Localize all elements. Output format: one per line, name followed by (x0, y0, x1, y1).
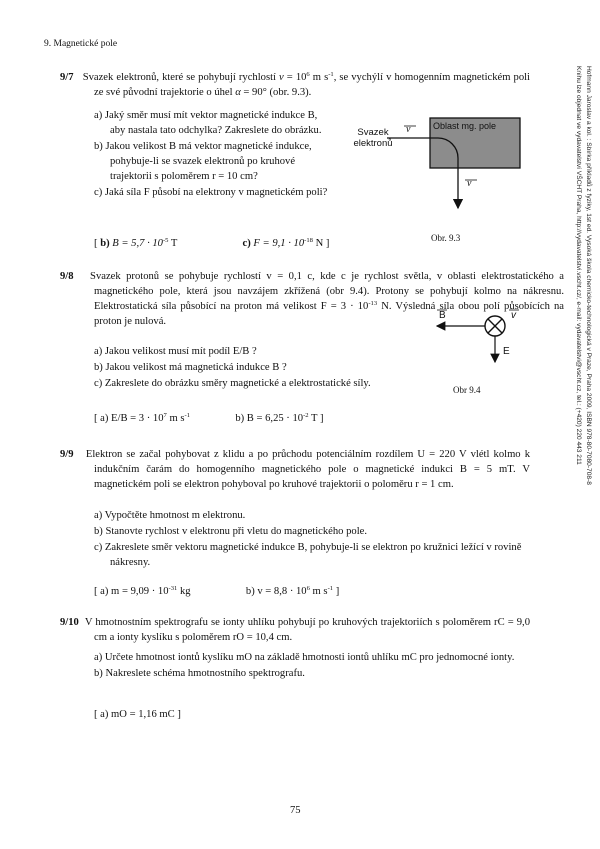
problem-9-10-answer: [ a) mO = 1,16 mC ] (94, 709, 181, 720)
question-c: c) Zakreslete směr vektoru magnetické indukce B, pohybuje-li se elektron po kružnici ležící v rovině nákresny. (94, 542, 522, 569)
question-c: c) Zakreslete do obrázku směry magnetické a elektrostatické síly. (94, 378, 371, 390)
problem-9-7 (60, 70, 530, 100)
unit: N ] (312, 238, 330, 249)
unit-exp: -1 (184, 412, 190, 419)
unit-exp: -1 (328, 71, 334, 78)
problem-number: 9/8 (60, 271, 74, 282)
problem-9-8-questions (94, 344, 424, 392)
side-note-line-1: Hofmann Jaroslav a kol. : Sbírka příkladů z fyziky, 1st ed. Vysoká škola chemicko-technologická v Praze, Praha 2009, ISBN 978-80-7080-708-8 (585, 66, 592, 485)
answer-c: F = 9,1 · 10 (253, 238, 305, 249)
exp: 7 (163, 412, 167, 419)
answer-b: b) B = 6,25 · 10 (235, 413, 304, 424)
problem-9-9-questions (94, 508, 530, 571)
problem-number: 9/10 (60, 617, 79, 628)
answer-b: b) v = 8,8 · 10 (245, 586, 307, 597)
exp: -31 (168, 585, 178, 592)
answer-end: ] (333, 586, 340, 597)
problem-text-2: N. Výsledná síla obou polí působících na proton je nulová. (94, 301, 564, 328)
problem-text-3: = 90° (obr. 9.3). (240, 87, 312, 99)
exp: 6 (306, 71, 310, 78)
label-E: E (503, 346, 510, 357)
symbol-v: v (279, 72, 284, 83)
unit: T (168, 238, 178, 249)
figure-9-3-caption: Obr. 9.3 (431, 233, 461, 243)
field-region-label: Oblast mg. pole (433, 121, 497, 131)
exp: -2 (303, 412, 309, 419)
answer-c-label: c) (242, 238, 251, 249)
problem-9-9 (60, 447, 530, 492)
label-B: B (439, 310, 446, 321)
problem-9-9-answer (94, 584, 339, 599)
velocity-label-1: v (406, 124, 411, 135)
problem-9-8-answer (94, 411, 324, 426)
figure-9-4-caption: Obr 9.4 (453, 385, 481, 395)
velocity-label-2: v (467, 178, 472, 189)
question-a: a) Jaký směr musí mít vektor magnetické indukce B, aby nastala tato odchylka? Zakreslete do obrázku. (94, 110, 322, 137)
question-b: b) Stanovte rychlost v elektronu při vletu do magnetického pole. (94, 526, 368, 538)
question-b: b) Nakreslete schéma hmotnostního spektrografu. (94, 668, 305, 680)
answer-b-label: b) (100, 238, 110, 249)
problem-number: 9/9 (60, 449, 74, 460)
equals: = 10 (283, 72, 307, 83)
chapter-header: 9. Magnetické pole (44, 39, 118, 49)
problem-text: Elektron se začal pohybovat z klidu a po průchodu potenciálním rozdílem U = 220 V vlétl kolmo k indukčním čarám do homogenního magnetického pole o magnetické indukci B = 5 mT. V magnetickém poli se elektron pohyboval po kruhové trajektorii o poloměru r = 1 cm. (85, 449, 530, 491)
question-a: a) Jakou velikost musí mít podíl E/B ? (94, 346, 257, 357)
problem-text: Svazek protonů se pohybuje rychlostí v = 0,1 c, kde c je rychlost světla, v oblasti elektrostatického a magnetického pole, která jsou navzájem zkřížená (obr 9.4). Protony se pohybují kolmo na nákresnu. Elektrostatická síla působící na proton má velikost F = 3 · 10 (90, 271, 564, 313)
unit: m s (309, 586, 328, 597)
question-c: c) Jaká síla F působí na elektrony v magnetickém poli? (94, 187, 328, 199)
question-a: a) Určete hmotnost iontů kyslíku mO na základě hmotnosti iontů uhlíku mC pro jednomocné ionty. (94, 652, 515, 663)
answer-a: [ a) E/B = 3 · 10 (94, 413, 164, 424)
page-number: 75 (290, 805, 301, 816)
unit: m s (166, 413, 185, 424)
unit: kg (177, 586, 191, 597)
unit: m s (309, 72, 329, 83)
exp: -18 (304, 237, 313, 244)
exp: -13 (368, 300, 378, 308)
label-v: v (511, 310, 516, 321)
exp: -5 (162, 237, 169, 244)
symbol-alpha: α (235, 87, 241, 99)
problem-9-10-questions (94, 650, 530, 682)
question-b: b) Jakou velikost má magnetická indukce B ? (94, 362, 287, 374)
problem-text: Svazek elektronů, které se pohybují rychlostí (82, 72, 276, 83)
problem-9-10 (60, 615, 530, 645)
problem-text-2: , se vychýlí v homogenním magnetickém poli ze své původní trajektorie o úhel (94, 72, 530, 99)
problem-9-7-questions (94, 108, 332, 201)
answer-a: [ a) m = 9,09 · 10 (94, 586, 169, 597)
exp: 6 (306, 585, 310, 592)
beam-label: Svazek elektronů (353, 127, 393, 149)
answer-b: B = 5,7 · 10 (112, 238, 163, 249)
problem-9-7-answer: [ b) $B = 5,7 \cdot 10^{-5}$ T c) $F = 9,1 \cdot 10^{-18}$ N ] (94, 237, 330, 249)
question-b: b) Jakou velikost B má vektor magnetické indukce, pohybuje-li se svazek elektronů po kruhové trajektorii s poloměrem r = 10 cm? (94, 141, 312, 183)
question-a: a) Vypočtěte hmotnost m elektronu. (94, 510, 246, 521)
unit: T ] (308, 413, 324, 424)
side-note-line-2: Knihu lze objednat ve vydavatelství VŠCHT Praha, http://vydavatelstvi.vscht.cz/, e-mail: vydavatelstvi@vscht.cz, tel.: (+420) 220 443 211 (574, 66, 582, 465)
problem-text: V hmotnostním spektrografu se ionty uhlíku pohybují po kruhových trajektoriích s poloměrem rC = 9,0 cm a ionty kyslíku s poloměrem rO = 10,4 cm. (84, 617, 530, 644)
problem-number: 9/7 (60, 72, 74, 83)
unit-exp: -1 (327, 585, 334, 592)
side-note (573, 66, 593, 586)
